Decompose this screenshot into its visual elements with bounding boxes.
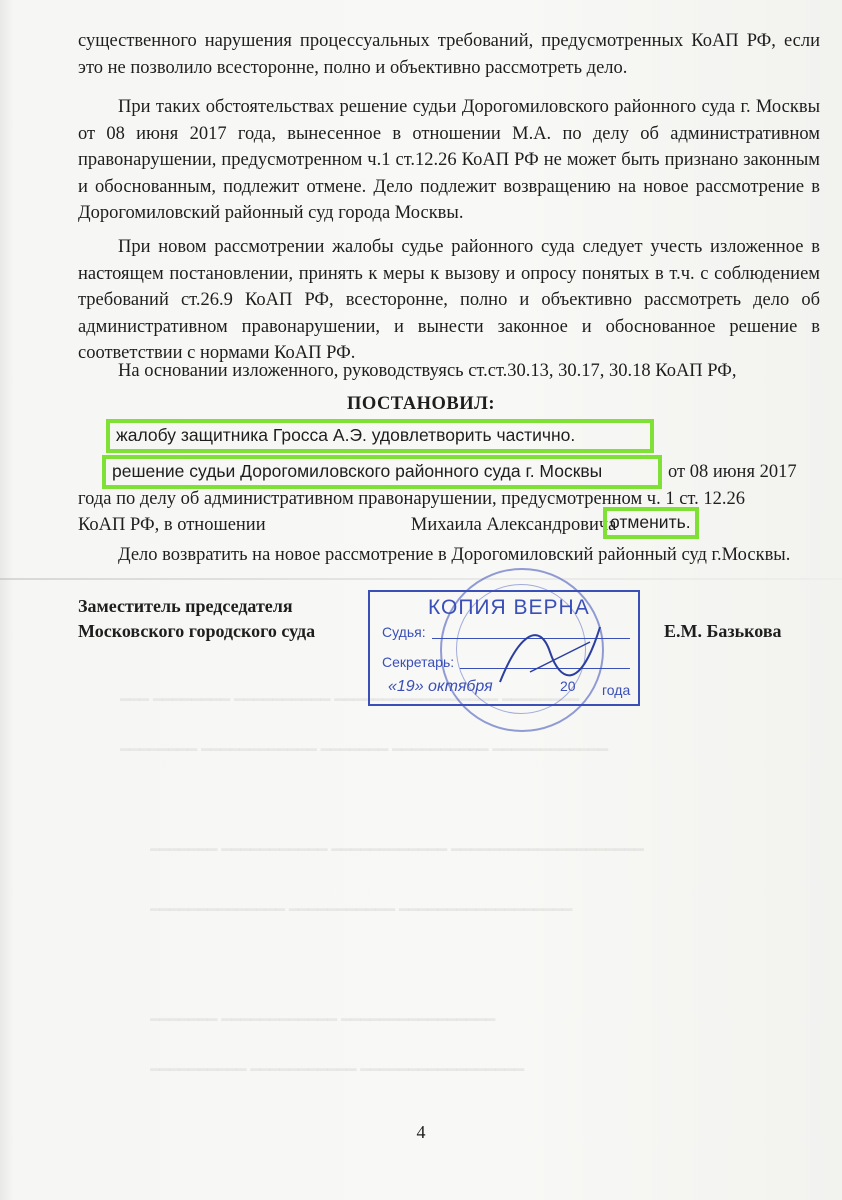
signer-title-line-2: Московского городского суда xyxy=(78,621,316,641)
stamp-secretary-label: Секретарь: xyxy=(382,654,455,670)
paragraph-instructions xyxy=(78,234,820,367)
paragraph-text: На основании изложенного, руководствуясь ст.ст.30.13, 30.17, 30.18 КоАП РФ, xyxy=(118,361,737,381)
stamp-year-prefix: 20 xyxy=(560,678,576,694)
paragraph-text: При новом рассмотрении жалобы судье районного суда следует учесть изложенное в настоящем постановлении, принять к меры к вызову и опросу понятых в т.ч. с соблюдением требований ст.26.9 КоАП РФ, всесторонне, полно и объективно рассмотреть дело об административном правонарушении, и вынести законное и обоснованное решение в соответствии с нормами КоАП РФ. xyxy=(78,237,820,364)
stamp-title: КОПИЯ ВЕРНА xyxy=(428,596,590,619)
stamp-judge-label: Судья: xyxy=(382,624,426,640)
decision-line-2 xyxy=(78,486,820,513)
copy-certified-stamp xyxy=(368,590,640,706)
complaint-decision-text: жалобу защитника Гросса А.Э. удовлетворить частично. xyxy=(116,425,576,445)
cancel-text: отменить. xyxy=(610,512,691,532)
bleed-through-text: ━━━━━━━━ ━━━━━━━━━━━━ ━━━━━━━ ━━━━━━━━━━ ━━━━━━━━━━━━ xyxy=(120,742,609,759)
handwritten-signature xyxy=(490,612,610,702)
paragraph-text: Дело возвратить на новое рассмотрение в Дорогомиловский районный суд г.Москвы. xyxy=(118,545,791,565)
page-number: 4 xyxy=(416,1122,426,1142)
decision-line-2-text: года по делу об административном правонарушении, предусмотренном ч. 1 ст. 12.26 xyxy=(78,489,745,509)
bleed-through-text: ━━━━━━━━━━ ━━━━━━━━━━━ ━━━━━━━━━━━━━━━━━ xyxy=(150,1062,525,1079)
stamp-year-label: года xyxy=(602,682,631,698)
paragraph-text: При таких обстоятельствах решение судьи Дорогомиловского районного суда г. Москвы от 08 июня 2017 года, вынесенное в отношении М.А. по делу об административном правонарушении, предусмотренном ч.1 ст.12.26 КоАП РФ не может быть признано законным и обоснованным, подлежит отмене. Дело подлежит возвращению на новое рассмотрение в Дорогомиловский районный суд города Москвы. xyxy=(78,97,820,224)
decision-reference-text: решение судьи Дорогомиловского районного суда г. Москвы xyxy=(112,461,603,481)
decision-date: от 08 июня 2017 xyxy=(668,462,797,482)
decision-line-3-prefix: КоАП РФ, в отношении xyxy=(78,515,266,535)
bleed-through-text: ━━━━━━━ ━━━━━━━━━━━ ━━━━━━━━━━━━ ━━━━━━━━━━━━━━━━━━━━ xyxy=(150,842,644,859)
signer-title xyxy=(78,594,315,644)
paragraph-return xyxy=(78,542,820,569)
bleed-through-text: ━━━━━━━ ━━━━━━━━━━━━ ━━━━━━━━━━━━━━━━ xyxy=(150,1012,496,1029)
page-fold xyxy=(0,578,842,580)
decision-date-text xyxy=(668,459,828,486)
resolution-title: ПОСТАНОВИЛ: xyxy=(346,394,496,414)
person-name: Михаила Александровича xyxy=(410,515,617,535)
paragraph-grounds xyxy=(78,358,820,385)
paragraph-intro xyxy=(78,28,820,81)
signer-name: Е.М. Базькова xyxy=(664,621,782,641)
bleed-through-text: ━━━ ━━━━━━━━ ━━━━━━━━━━ ━━━━━━━━━━━━━━━━━ ━━━━━━━━ xyxy=(120,692,580,709)
stamp-date-handwritten: «19» октября xyxy=(388,678,493,695)
paragraph-circumstances xyxy=(78,94,820,227)
decision-line-3 xyxy=(78,512,618,539)
signer-title-line-1: Заместитель председателя xyxy=(78,596,293,616)
bleed-through-text: ━━━━━━━━━━━━━━ ━━━━━━━━━━━ ━━━━━━━━━━━━━━━━━━ xyxy=(150,902,573,919)
paragraph-text: существенного нарушения процессуальных требований, предусмотренных КоАП РФ, если это не позволило всесторонне, полно и объективно рассмотреть дело. xyxy=(78,31,820,78)
